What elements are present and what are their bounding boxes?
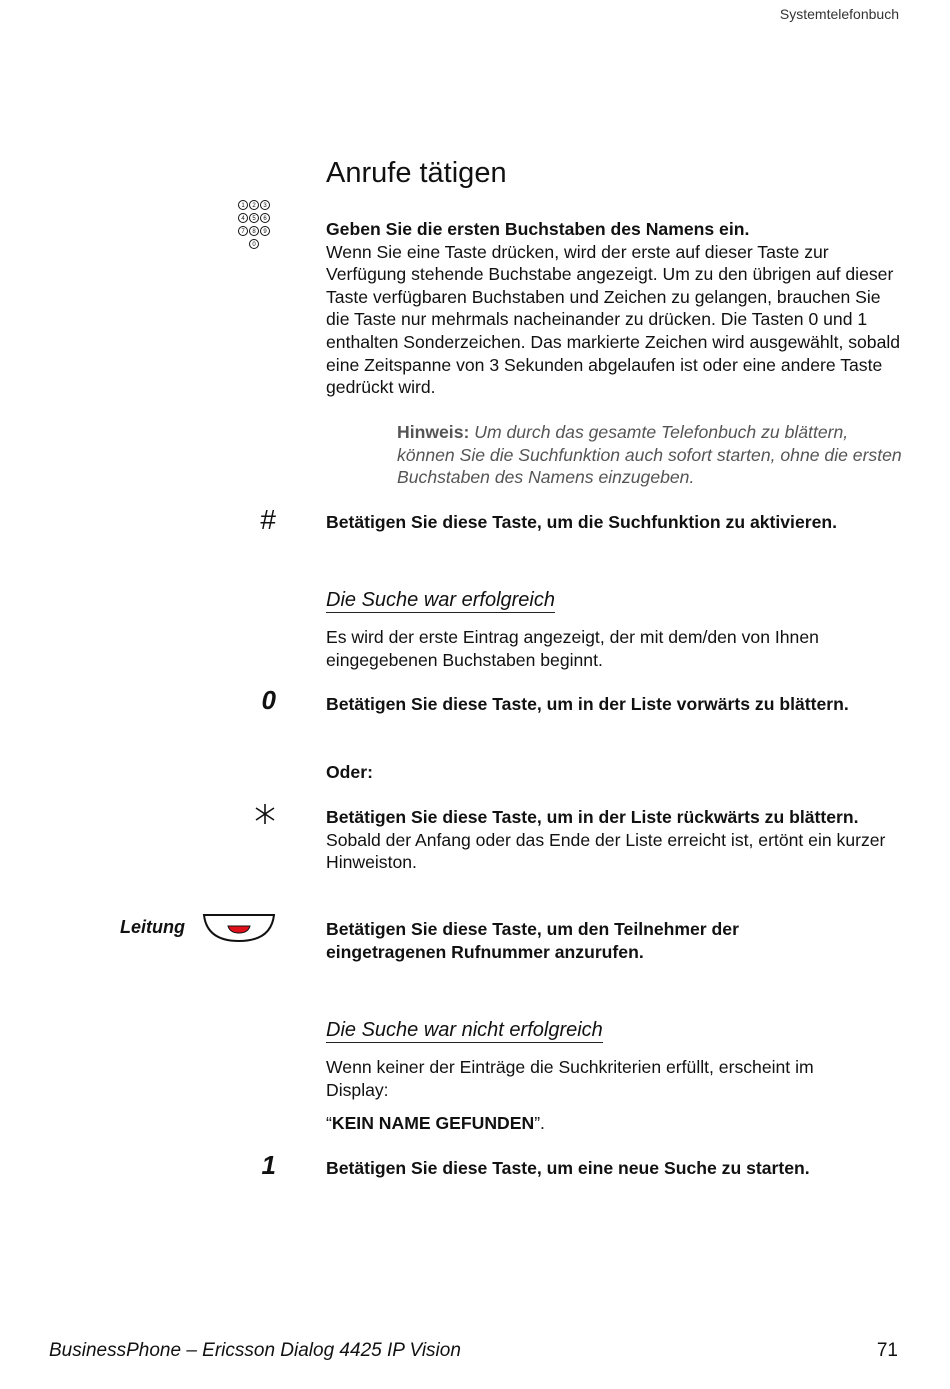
or-label: Oder: (326, 762, 373, 782)
step-one-text: Betätigen Sie diese Taste, um eine neue Suche zu starten. (326, 1158, 810, 1178)
keypad-key-icon: 0 (249, 239, 259, 249)
note-box (397, 421, 902, 489)
section-heading-failure: Die Suche war nicht erfolgreich (326, 1019, 603, 1041)
step-description: Wenn Sie eine Taste drücken, wird der erste auf dieser Taste zur Verfügung stehende Buchstabe angezeigt. Um zu den übrigen auf dieser Taste verfügbaren Buchstaben und Zeichen zu gelangen, brauchen Sie die Taste nur mehrmals nacheinander zu drücken. Die Tasten 0 und 1 enthalten Sonderzeichen. Das markierte Zeichen wird ausgewählt, sobald eine Zeitspanne von 3 Sekunden abgelaufen ist oder eine andere Taste gedrückt wird. (326, 241, 901, 398)
keypad-key-icon: 9 (260, 226, 270, 236)
keypad-key-icon: 3 (260, 200, 270, 210)
line-key-icon (201, 912, 277, 944)
failure-message (326, 1112, 906, 1135)
step-star-detail: Sobald der Anfang oder das Ende der Liste erreicht ist, ertönt ein kurzer Hinweiston. (326, 829, 886, 873)
keypad-key-icon: 5 (249, 213, 259, 223)
note-text: Um durch das gesamte Telefonbuch zu blättern, können Sie die Suchfunktion auch sofort starten, ohne die ersten Buchstaben des Namens einzugeben. (397, 422, 902, 488)
zero-key-icon: 0 (261, 685, 276, 715)
page-number: 71 (876, 1340, 898, 1361)
keypad-key-icon: 2 (249, 200, 259, 210)
running-header: Systemtelefonbuch (779, 6, 899, 22)
step-heading: Geben Sie die ersten Buchstaben des Namens ein. (326, 219, 750, 239)
keypad-icon (238, 200, 270, 252)
step-zero-text: Betätigen Sie diese Taste, um in der Liste vorwärts zu blättern. (326, 694, 849, 714)
step-line-text: Betätigen Sie diese Taste, um den Teilnehmer der eingetragenen Rufnummer anzurufen. (326, 919, 739, 962)
keypad-key-icon: 8 (249, 226, 259, 236)
line-key-label: Leitung (120, 917, 185, 937)
success-intro: Es wird der erste Eintrag angezeigt, der mit dem/den von Ihnen eingegebenen Buchstaben beginnt. (326, 627, 819, 670)
message-text: KEIN NAME GEFUNDEN (331, 1113, 535, 1133)
step-hash-text: Betätigen Sie diese Taste, um die Suchfunktion zu aktivieren. (326, 512, 837, 532)
keypad-key-icon: 6 (260, 213, 270, 223)
note-label: Hinweis: (397, 422, 470, 442)
step-star (326, 806, 896, 874)
step-enter-letters (326, 218, 906, 399)
keypad-key-icon: 1 (238, 200, 248, 210)
message-quote-open: “ (326, 1113, 332, 1133)
keypad-key-icon: 7 (238, 226, 248, 236)
message-quote-close: ”. (534, 1113, 545, 1133)
failure-intro: Wenn keiner der Einträge die Suchkriterien erfüllt, erscheint im Display: (326, 1057, 814, 1100)
hash-key-icon: # (260, 504, 276, 535)
keypad-key-icon: 4 (238, 213, 248, 223)
one-key-icon: 1 (261, 1150, 276, 1180)
section-heading-success: Die Suche war erfolgreich (326, 589, 555, 611)
footer-title: BusinessPhone – Ericsson Dialog 4425 IP Vision (49, 1340, 461, 1361)
star-key-icon (253, 802, 277, 826)
page-title: Anrufe tätigen (326, 157, 507, 189)
step-star-text: Betätigen Sie diese Taste, um in der Liste rückwärts zu blättern. (326, 807, 859, 827)
